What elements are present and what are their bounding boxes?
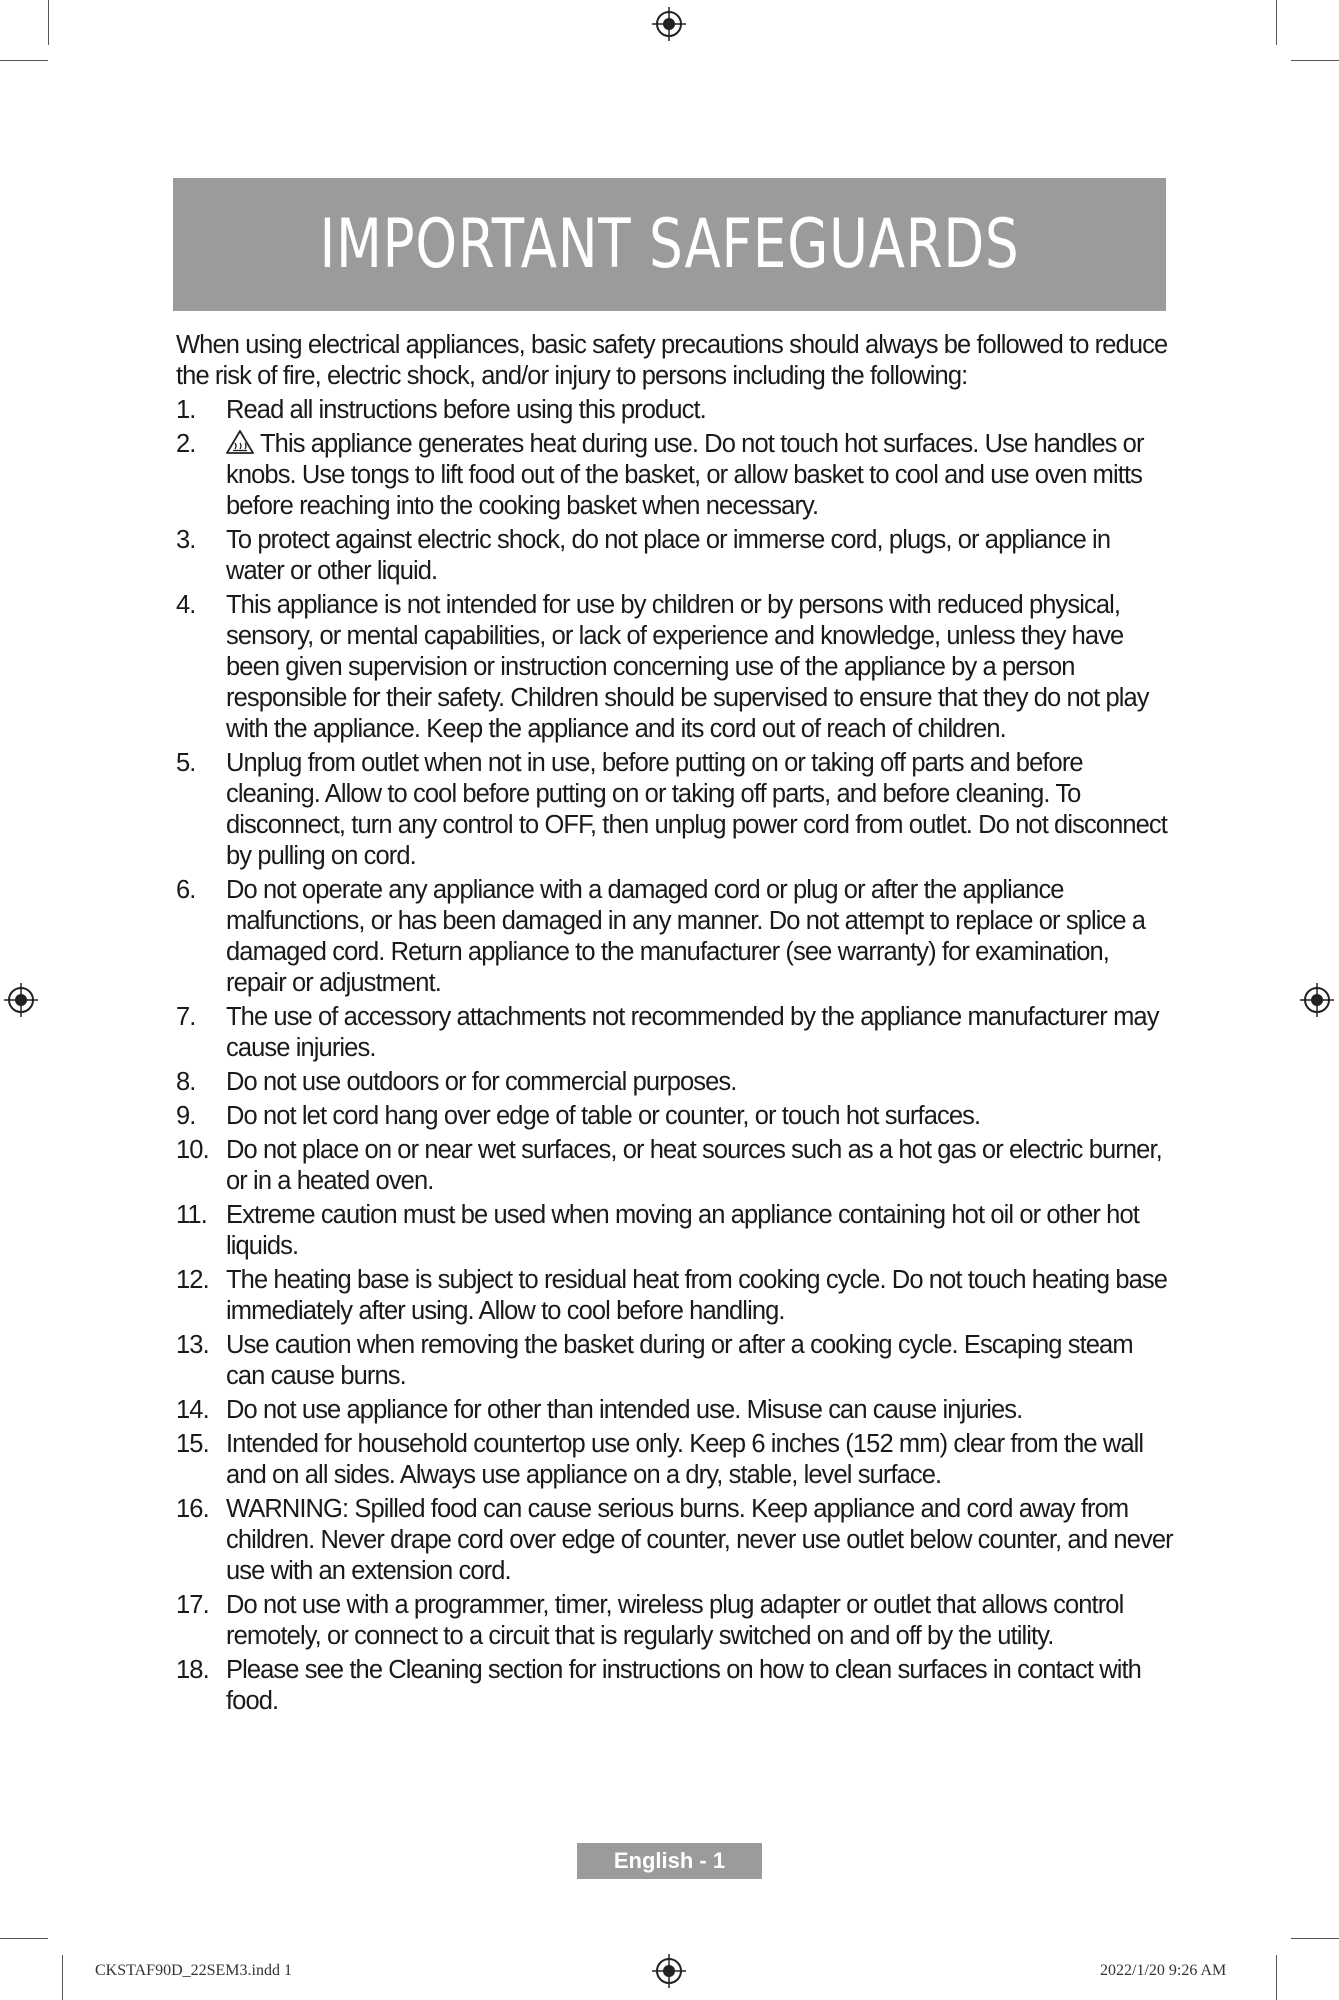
page-title: IMPORTANT SAFEGUARDS bbox=[319, 205, 1020, 284]
item-text: Do not use outdoors or for commercial purposes. bbox=[226, 1068, 737, 1096]
item-text: The heating base is subject to residual heat from cooking cycle. Do not touch heating base immediately after using. Allow to cool before handling. bbox=[226, 1266, 1168, 1325]
item-text: Do not use with a programmer, timer, wireless plug adapter or outlet that allows control remotely, or connect to a circuit that is regularly switched on and off by the utility. bbox=[226, 1591, 1124, 1650]
item-text: This appliance is not intended for use by children or by persons with reduced physical, sensory, or mental capabilities, or lack of experience and knowledge, unless they have been given supervision or instruction concerning use of the appliance by a person responsible for their safety. Children should be supervised to ensure that they do not play with the appliance. Keep the appliance and its cord out of reach of children. bbox=[226, 591, 1149, 743]
crop-mark bbox=[62, 1955, 63, 2000]
hot-surface-warning-icon bbox=[226, 430, 254, 454]
crop-mark bbox=[0, 1938, 48, 1939]
item-number: 8. bbox=[176, 1068, 196, 1096]
list-item bbox=[176, 748, 1174, 872]
intro-paragraph: When using electrical appliances, basic safety precautions should always be followed to reduce the risk of fire, electric shock, and/or injury to persons including the following: bbox=[176, 331, 1168, 390]
item-text: Do not place on or near wet surfaces, or heat sources such as a hot gas or electric burner, or in a heated oven. bbox=[226, 1136, 1162, 1195]
item-text: Use caution when removing the basket during or after a cooking cycle. Escaping steam can cause burns. bbox=[226, 1331, 1133, 1390]
item-number: 6. bbox=[176, 876, 196, 904]
item-number: 7. bbox=[176, 1003, 196, 1031]
crop-mark bbox=[1291, 1938, 1339, 1939]
registration-mark-icon bbox=[1300, 983, 1334, 1017]
list-item bbox=[176, 875, 1174, 999]
item-text: Do not use appliance for other than intended use. Misuse can cause injuries. bbox=[226, 1396, 1023, 1424]
title-banner bbox=[173, 178, 1166, 311]
safeguards-content bbox=[176, 330, 1174, 1720]
item-number: 11. bbox=[176, 1201, 207, 1229]
item-text: Read all instructions before using this product. bbox=[226, 396, 706, 424]
crop-mark bbox=[48, 0, 49, 45]
list-item bbox=[176, 1067, 1174, 1098]
slug-filename: CKSTAF90D_22SEM3.indd 1 bbox=[95, 1962, 292, 1979]
list-item bbox=[176, 590, 1174, 745]
list-item bbox=[176, 1395, 1174, 1426]
item-number: 3. bbox=[176, 526, 196, 554]
crop-mark bbox=[0, 60, 48, 61]
item-text: Intended for household countertop use only. Keep 6 inches (152 mm) clear from the wall and on all sides. Always use appliance on a dry, stable, level surface. bbox=[226, 1430, 1144, 1489]
list-item bbox=[176, 429, 1174, 522]
list-item bbox=[176, 1265, 1174, 1327]
item-text: Do not operate any appliance with a damaged cord or plug or after the appliance malfunctions, or has been damaged in any manner. Do not attempt to replace or splice a damaged cord. Return appliance to the manufacturer (see warranty) for examination, repair or adjustment. bbox=[226, 876, 1146, 997]
list-item bbox=[176, 1590, 1174, 1652]
item-number: 16. bbox=[176, 1495, 209, 1523]
crop-mark bbox=[1291, 60, 1339, 61]
list-item bbox=[176, 1135, 1174, 1197]
registration-mark-icon bbox=[4, 983, 38, 1017]
list-item bbox=[176, 1101, 1174, 1132]
item-number: 2. bbox=[176, 430, 196, 458]
list-item bbox=[176, 525, 1174, 587]
crop-mark bbox=[1276, 0, 1277, 45]
item-number: 9. bbox=[176, 1102, 196, 1130]
item-text: Extreme caution must be used when moving an appliance containing hot oil or other hot liquids. bbox=[226, 1201, 1139, 1260]
item-number: 12. bbox=[176, 1266, 209, 1294]
list-item bbox=[176, 1002, 1174, 1064]
item-text: To protect against electric shock, do not place or immerse cord, plugs, or appliance in water or other liquid. bbox=[226, 526, 1111, 585]
item-text: Do not let cord hang over edge of table or counter, or touch hot surfaces. bbox=[226, 1102, 981, 1130]
list-item bbox=[176, 1429, 1174, 1491]
list-item bbox=[176, 395, 1174, 426]
item-number: 5. bbox=[176, 749, 196, 777]
slug-timestamp: 2022/1/20 9:26 AM bbox=[1100, 1962, 1227, 1979]
list-item bbox=[176, 1200, 1174, 1262]
item-number: 13. bbox=[176, 1331, 209, 1359]
item-text: The use of accessory attachments not recommended by the appliance manufacturer may cause injuries. bbox=[226, 1003, 1159, 1062]
item-text: Please see the Cleaning section for instructions on how to clean surfaces in contact with food. bbox=[226, 1656, 1141, 1715]
item-number: 4. bbox=[176, 591, 196, 619]
list-item bbox=[176, 1494, 1174, 1587]
item-number: 10. bbox=[176, 1136, 209, 1164]
item-number: 1. bbox=[176, 396, 196, 424]
item-number: 15. bbox=[176, 1430, 209, 1458]
item-number: 18. bbox=[176, 1656, 209, 1684]
list-item bbox=[176, 1655, 1174, 1717]
page-number-badge: English - 1 bbox=[577, 1843, 762, 1879]
registration-mark-icon bbox=[652, 1954, 686, 1988]
list-item bbox=[176, 1330, 1174, 1392]
item-number: 17. bbox=[176, 1591, 209, 1619]
item-text: WARNING: Spilled food can cause serious burns. Keep appliance and cord away from children. Never drape cord over edge of counter, never use outlet below counter, and never use with an extension cord. bbox=[226, 1495, 1173, 1585]
safeguards-list bbox=[176, 395, 1174, 1717]
registration-mark-icon bbox=[652, 7, 686, 41]
item-number: 14. bbox=[176, 1396, 209, 1424]
crop-mark bbox=[1276, 1955, 1277, 2000]
item-text: Unplug from outlet when not in use, before putting on or taking off parts and before cleaning. Allow to cool before putting on or taking off parts, and before cleaning. To disconnect, turn any control to OFF, then unplug power cord from outlet. Do not disconnect by pulling on cord. bbox=[226, 749, 1167, 870]
item-text: This appliance generates heat during use. Do not touch hot surfaces. Use handles or knobs. Use tongs to lift food out of the basket, or allow basket to cool and use oven mitts before reaching into the cooking basket when necessary. bbox=[226, 430, 1144, 520]
